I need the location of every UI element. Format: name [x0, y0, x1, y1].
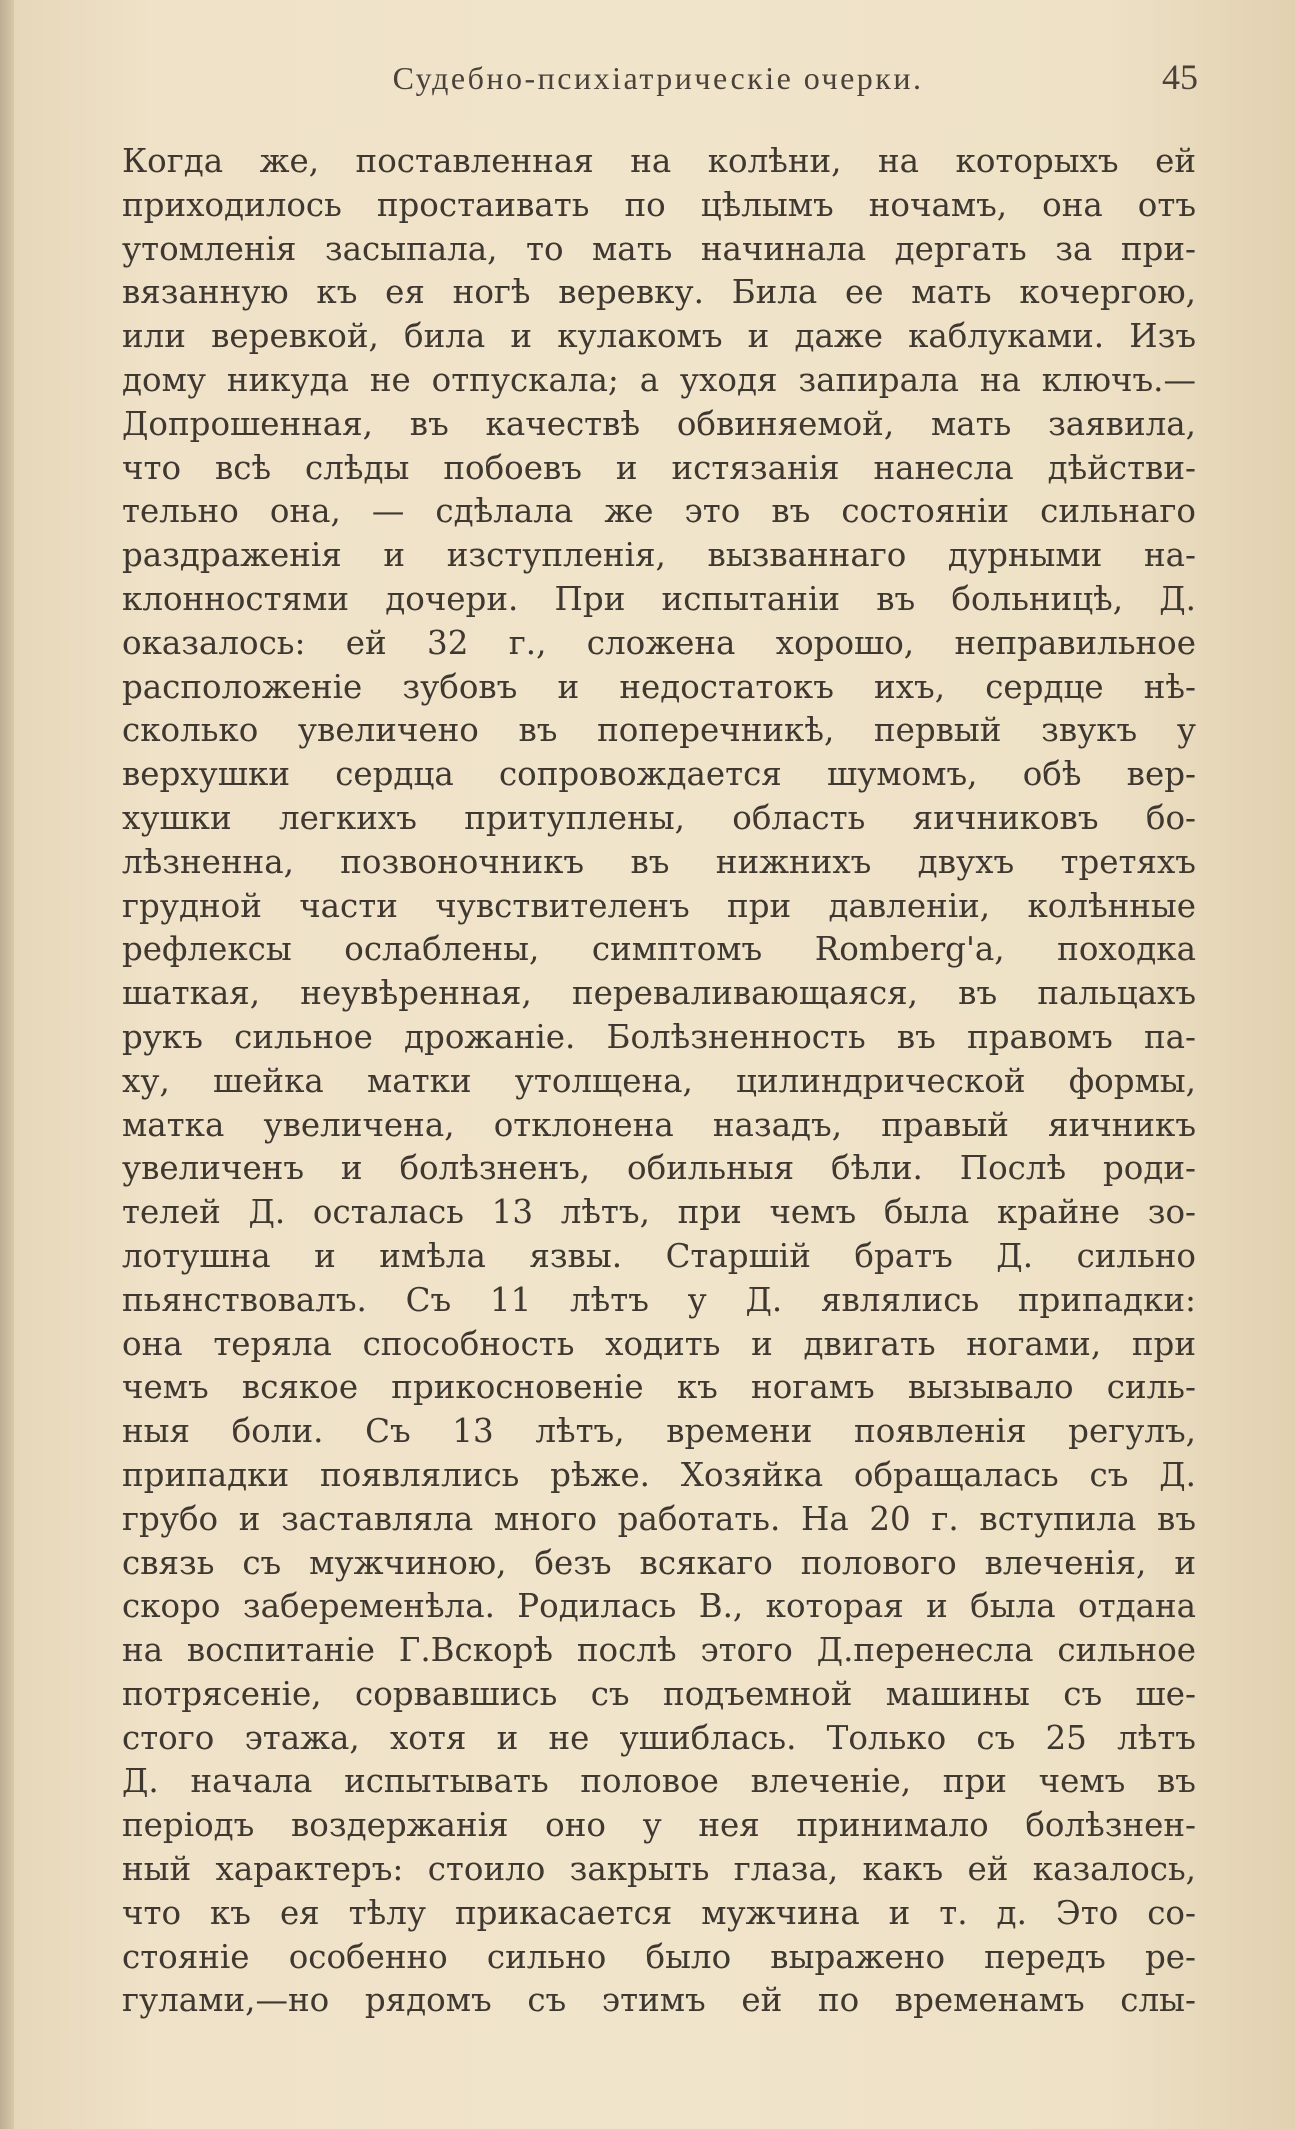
text-line: перiодъ воздержанiя оно у нея принимало болѣзнен- — [122, 1806, 1196, 1845]
text-line: шаткая, неувѣренная, переваливающаяся, въ пальцахъ — [122, 974, 1196, 1013]
text-line: вязанную къ ея ногѣ веревку. Била ее мать кочергою, — [122, 273, 1196, 312]
text-line: что къ ея тѣлу прикасается мужчина и т. д. Это со- — [122, 1893, 1196, 1932]
body-text — [122, 140, 1196, 2023]
text-line: рукъ сильное дрожанiе. Болѣзненность въ правомъ па- — [122, 1017, 1196, 1056]
text-line: тельно она, — сдѣлала же это въ состоянiи сильнаго — [122, 492, 1196, 531]
text-line: ный характеръ: стоило закрыть глаза, какъ ей казалось, — [122, 1850, 1196, 1889]
page-header — [118, 52, 1198, 106]
text-line: что всѣ слѣды побоевъ и истязанiя нанесла дѣйстви- — [122, 448, 1196, 487]
text-line: она теряла способность ходить и двигать ногами, при — [122, 1324, 1196, 1363]
text-line: клонностями дочери. При испытанiи въ больницѣ, Д. — [122, 579, 1196, 618]
page-gutter-shadow — [0, 0, 14, 2129]
text-line: грубо и заставляла много работать. На 20 г. вступила въ — [122, 1499, 1196, 1538]
text-line: расположенiе зубовъ и недостатокъ ихъ, сердце нѣ- — [122, 667, 1196, 706]
text-line: сколько увеличено въ поперечникѣ, первый звукъ у — [122, 711, 1196, 750]
text-line: стоянiе особенно сильно было выражено передъ ре- — [122, 1937, 1196, 1976]
text-line: или веревкой, била и кулакомъ и даже каблуками. Изъ — [122, 317, 1196, 356]
text-line: гулами,—но рядомъ съ этимъ ей по временамъ слы- — [122, 1981, 1196, 2020]
text-line: лѣзненна, позвоночникъ въ нижнихъ двухъ третяхъ — [122, 842, 1196, 881]
text-line: Допрошенная, въ качествѣ обвиняемой, мать заявила, — [122, 404, 1196, 443]
text-line: утомленiя засыпала, то мать начинала дергать за при- — [122, 229, 1196, 268]
text-line: скоро забеременѣла. Родилась В., которая и была отдана — [122, 1587, 1196, 1626]
text-line: припадки появлялись рѣже. Хозяйка обращалась съ Д. — [122, 1455, 1196, 1494]
text-line: оказалось: ей 32 г., сложена хорошо, неправильное — [122, 623, 1196, 662]
running-title: Судебно-психiатрическiе очерки. — [392, 60, 924, 96]
text-line: Когда же, поставленная на колѣни, на которыхъ ей — [122, 142, 1196, 180]
text-line: связь съ мужчиною, безъ всякаго полового влеченiя, и — [122, 1543, 1196, 1582]
text-line: стого этажа, хотя и не ушиблась. Только съ 25 лѣтъ — [122, 1718, 1196, 1757]
text-line: грудной части чувствителенъ при давленiи, колѣнные — [122, 886, 1196, 925]
text-line: раздраженiя и изступленiя, вызваннаго дурными на- — [122, 536, 1196, 575]
text-line: телей Д. осталась 13 лѣтъ, при чемъ была крайне зо- — [122, 1193, 1196, 1232]
text-line: увеличенъ и болѣзненъ, обильныя бѣли. Послѣ роди- — [122, 1149, 1196, 1188]
page-number: 45 — [1162, 57, 1198, 97]
text-line: верхушки сердца сопровождается шумомъ, обѣ вер- — [122, 755, 1196, 794]
text-line: дому никуда не отпускала; а уходя запирала на ключъ.— — [122, 360, 1196, 399]
text-line: рефлексы ослаблены, симптомъ Romberg'а, походка — [122, 930, 1196, 969]
text-line: лотушна и имѣла язвы. Старшiй братъ Д. сильно — [122, 1236, 1196, 1275]
text-line: пьянствовалъ. Съ 11 лѣтъ у Д. являлись припадки: — [122, 1280, 1196, 1319]
text-line: приходилось простаивать по цѣлымъ ночамъ, она отъ — [122, 185, 1196, 224]
text-line: чемъ всякое прикосновенiе къ ногамъ вызывало силь- — [122, 1368, 1196, 1407]
text-line: матка увеличена, отклонена назадъ, правый яичникъ — [122, 1105, 1196, 1144]
text-line: хушки легкихъ притуплены, область яичниковъ бо- — [122, 798, 1196, 837]
text-line: ныя боли. Съ 13 лѣтъ, времени появленiя регулъ, — [122, 1412, 1196, 1451]
text-line: на воспитанiе Г.Вскорѣ послѣ этого Д.перенесла сильное — [122, 1631, 1196, 1670]
text-line: потрясенiе, сорвавшись съ подъемной машины съ ше- — [122, 1674, 1196, 1713]
text-line: ху, шейка матки утолщена, цилиндрической формы, — [122, 1061, 1196, 1100]
text-line: Д. начала испытывать половое влеченiе, при чемъ въ — [122, 1762, 1196, 1801]
